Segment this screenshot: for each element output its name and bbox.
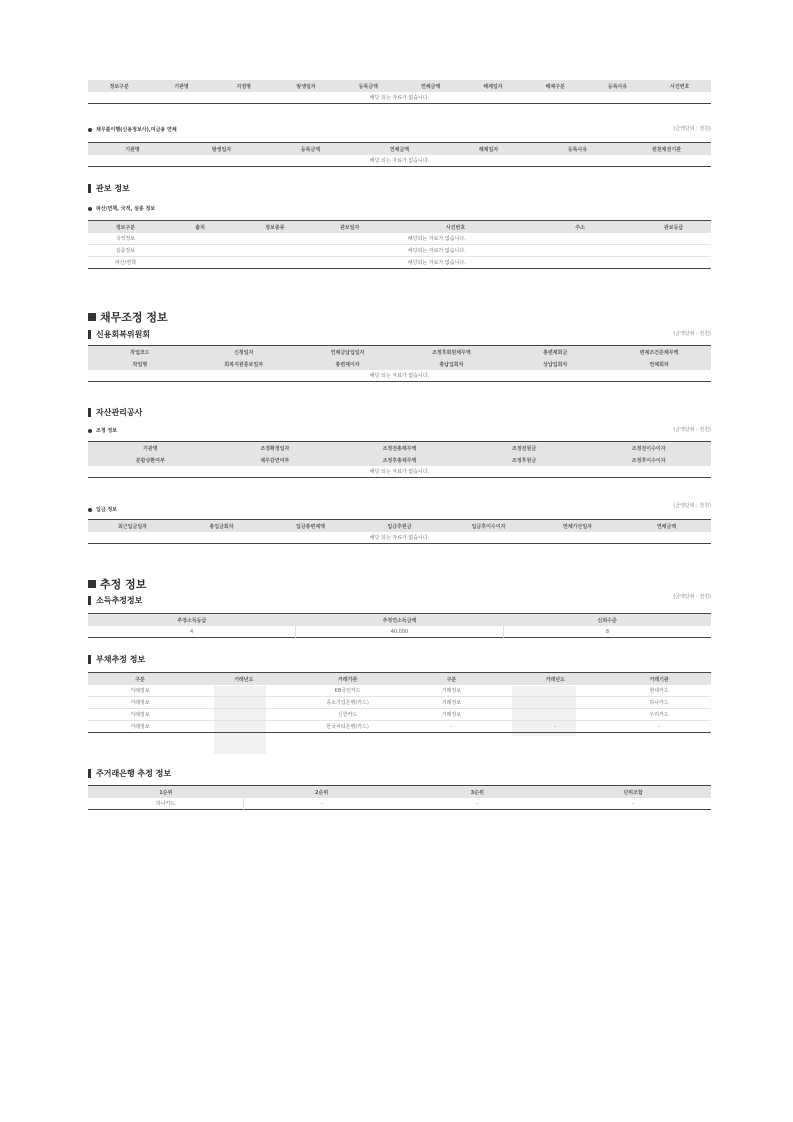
bullet-icon	[88, 128, 92, 132]
cell-union: -	[632, 800, 635, 807]
col-header: 채무감면여부	[213, 454, 338, 466]
col-header: 총변제이자	[296, 358, 400, 370]
cell-rank-1: 하나카드	[155, 801, 176, 807]
record-table-2	[88, 142, 711, 167]
col-header: 등록금액	[266, 143, 355, 156]
table-row: 국적정보 해당되는 자료가 없습니다.	[88, 233, 711, 245]
col-header: 신청일자	[192, 346, 296, 359]
credit-table	[88, 345, 711, 382]
col-header: 조정후총채무액	[337, 454, 462, 466]
col-header: 거래년도	[192, 673, 296, 686]
col-header: 정보구분	[88, 80, 150, 92]
col-header: 신뢰수준	[503, 614, 711, 627]
col-header: 등록사유	[533, 143, 622, 156]
subsection-title-kamco: 자산관리공사	[88, 407, 142, 418]
col-header: 연체금액	[622, 520, 711, 533]
col-header: 주소	[524, 221, 636, 234]
cell-income-grade: 4	[189, 628, 194, 635]
unit-label: (금액단위 : 천원)	[673, 594, 711, 600]
col-header: 상납입회차	[503, 358, 607, 370]
bullet-icon	[88, 207, 92, 211]
no-data-message: 해당 되는 자료가 없습니다.	[369, 469, 430, 475]
col-header: 입금후이수이자	[444, 520, 533, 533]
liability-table	[88, 672, 711, 733]
col-header: 발생일자	[275, 80, 337, 92]
table-row	[88, 798, 711, 810]
col-header: 연체회차	[607, 358, 711, 370]
section-marker-icon	[88, 580, 96, 588]
col-header: 최근입금일자	[88, 520, 177, 533]
unit-label: (금액단위 : 천원)	[673, 427, 711, 433]
col-header: 해제일자	[444, 143, 533, 156]
unit-label: (금액단위 : 천원)	[673, 331, 711, 337]
section-marker-icon	[88, 184, 91, 193]
subsection-title-credit: 신용회복위원회	[88, 329, 150, 340]
col-header: 총납입회차	[399, 358, 503, 370]
col-header: 변제조건준채무액	[607, 346, 711, 359]
subsection-title-liability: 부채추정 정보	[88, 654, 145, 665]
cell-rank-2: -	[244, 798, 400, 810]
col-header: 작업코드	[88, 346, 192, 359]
col-header: 분할상환여부	[88, 454, 213, 466]
table-row: 거래정보 한국씨티은행(카드) - - -	[130, 723, 660, 730]
col-header: 해제일자	[462, 80, 524, 92]
cell-income-amount: 40,000	[296, 626, 504, 638]
col-header: 조정전원금	[462, 442, 587, 455]
cell-rank-3: -	[476, 800, 479, 807]
unit-label: (금액단위 : 천원)	[673, 503, 711, 509]
section-subtitle: 채무불이행(신용정보사),미금융 연체	[88, 126, 177, 133]
gwanbo-table	[88, 220, 711, 269]
record-table-1	[88, 80, 711, 104]
col-header: 총변제회금	[503, 346, 607, 359]
table-row: 거래정보 신한카드 거래정보 우리카드	[88, 709, 711, 721]
adjust-table	[88, 441, 711, 478]
col-header: 구분	[88, 673, 192, 686]
section-marker-icon	[88, 769, 91, 778]
no-data-message: 해당되는 자료가 없습니다.	[163, 233, 711, 245]
no-data-message: 해당되는 자료가 없습니다.	[407, 260, 466, 266]
col-header: 조정후원금	[462, 454, 587, 466]
col-header: 추정소득등급	[88, 614, 296, 627]
cell-confidence: 8	[503, 626, 711, 638]
col-header: 거래년도	[503, 673, 607, 686]
col-header: 사건번호	[649, 80, 711, 92]
col-header: 연체금액	[355, 143, 444, 156]
section-marker-icon	[88, 408, 91, 417]
col-header: 기관명	[88, 143, 177, 156]
col-header: 조정전이수이자	[586, 442, 711, 455]
section-marker-icon	[88, 655, 91, 664]
no-data-message: 해당되는 자료가 없습니다.	[163, 245, 711, 257]
col-header: 기관명	[88, 442, 213, 455]
table-row: 거래정보 중소기업은행(카드) 거래정보 하나카드	[88, 697, 711, 709]
col-header: 작업명	[88, 358, 192, 370]
table-row: 파산/면책 해당되는 자료가 없습니다.	[88, 257, 711, 269]
col-header: 관보일자	[312, 221, 387, 234]
no-data-message: 해당 되는 자료가 없습니다.	[369, 535, 430, 541]
col-header: 입금총변제액	[266, 520, 355, 533]
table-row: 거래정보 KB국민카드 거래정보 현대카드	[88, 685, 711, 697]
col-header: 연체금납입일자	[296, 346, 400, 359]
col-header: 거래기관	[607, 673, 711, 686]
col-header: 지점명	[213, 80, 275, 92]
table-row	[88, 626, 711, 638]
col-header: 조정후이수이자	[586, 454, 711, 466]
no-data-message: 해당 되는 자료가 없습니다.	[369, 373, 430, 379]
income-table	[88, 613, 711, 638]
col-header: 단위조합	[555, 786, 711, 799]
col-header: 조정확정일자	[213, 442, 338, 455]
bullet-icon	[88, 508, 92, 512]
col-header: 원천채권기관	[622, 143, 711, 156]
subsection-title-income: 소득추정정보	[88, 595, 142, 606]
col-header: 조정전총채무액	[337, 442, 462, 455]
section-marker-icon	[88, 596, 91, 605]
col-header: 추정연소득금액	[296, 614, 504, 627]
col-header: 회복지원통보일자	[192, 358, 296, 370]
unit-label: (금액단위 : 천원)	[673, 126, 711, 132]
section-title-estimate: 추정 정보	[88, 576, 146, 592]
col-header: 발생일자	[177, 143, 266, 156]
col-header: 1순위	[88, 786, 244, 799]
no-data-message: 해당 되는 자료가 없습니다.	[369, 95, 430, 101]
bullet-icon	[88, 429, 92, 433]
table-row: 실종정보 해당되는 자료가 없습니다.	[88, 245, 711, 257]
section-subtitle: 파산/면책, 국적, 실종 정보	[88, 205, 155, 212]
section-title-debt: 채무조정 정보	[88, 309, 168, 325]
col-header: 출처	[163, 221, 238, 234]
col-header: 3순위	[400, 786, 556, 799]
section-title-gwanbo: 관보 정보	[88, 183, 130, 194]
col-header: 연체금액	[399, 80, 461, 92]
col-header: 관보등급	[636, 221, 711, 234]
col-header: 사건번호	[387, 221, 524, 234]
col-header: 등록사유	[586, 80, 648, 92]
col-header: 등록금액	[337, 80, 399, 92]
section-subtitle: 입금 정보	[88, 506, 117, 513]
col-header: 정보종류	[238, 221, 313, 234]
bank-table	[88, 785, 711, 810]
col-header: 총입금회차	[177, 520, 266, 533]
col-header: 거래기관	[296, 673, 400, 686]
col-header: 해제구분	[524, 80, 586, 92]
section-subtitle: 조정 정보	[88, 427, 117, 434]
col-header: 입금후원금	[355, 520, 444, 533]
payment-table	[88, 519, 711, 544]
col-header: 정보구분	[88, 221, 163, 234]
section-marker-icon	[88, 330, 91, 339]
col-header: 조정후회원채무액	[399, 346, 503, 359]
no-data-message: 해당 되는 자료가 없습니다.	[369, 158, 430, 164]
col-header: 2순위	[244, 786, 400, 799]
subsection-title-bank: 주거래은행 추정 정보	[88, 768, 171, 779]
col-header: 연체가산일자	[533, 520, 622, 533]
col-header: 기관명	[150, 80, 212, 92]
col-header: 구분	[399, 673, 503, 686]
section-marker-icon	[88, 313, 96, 321]
